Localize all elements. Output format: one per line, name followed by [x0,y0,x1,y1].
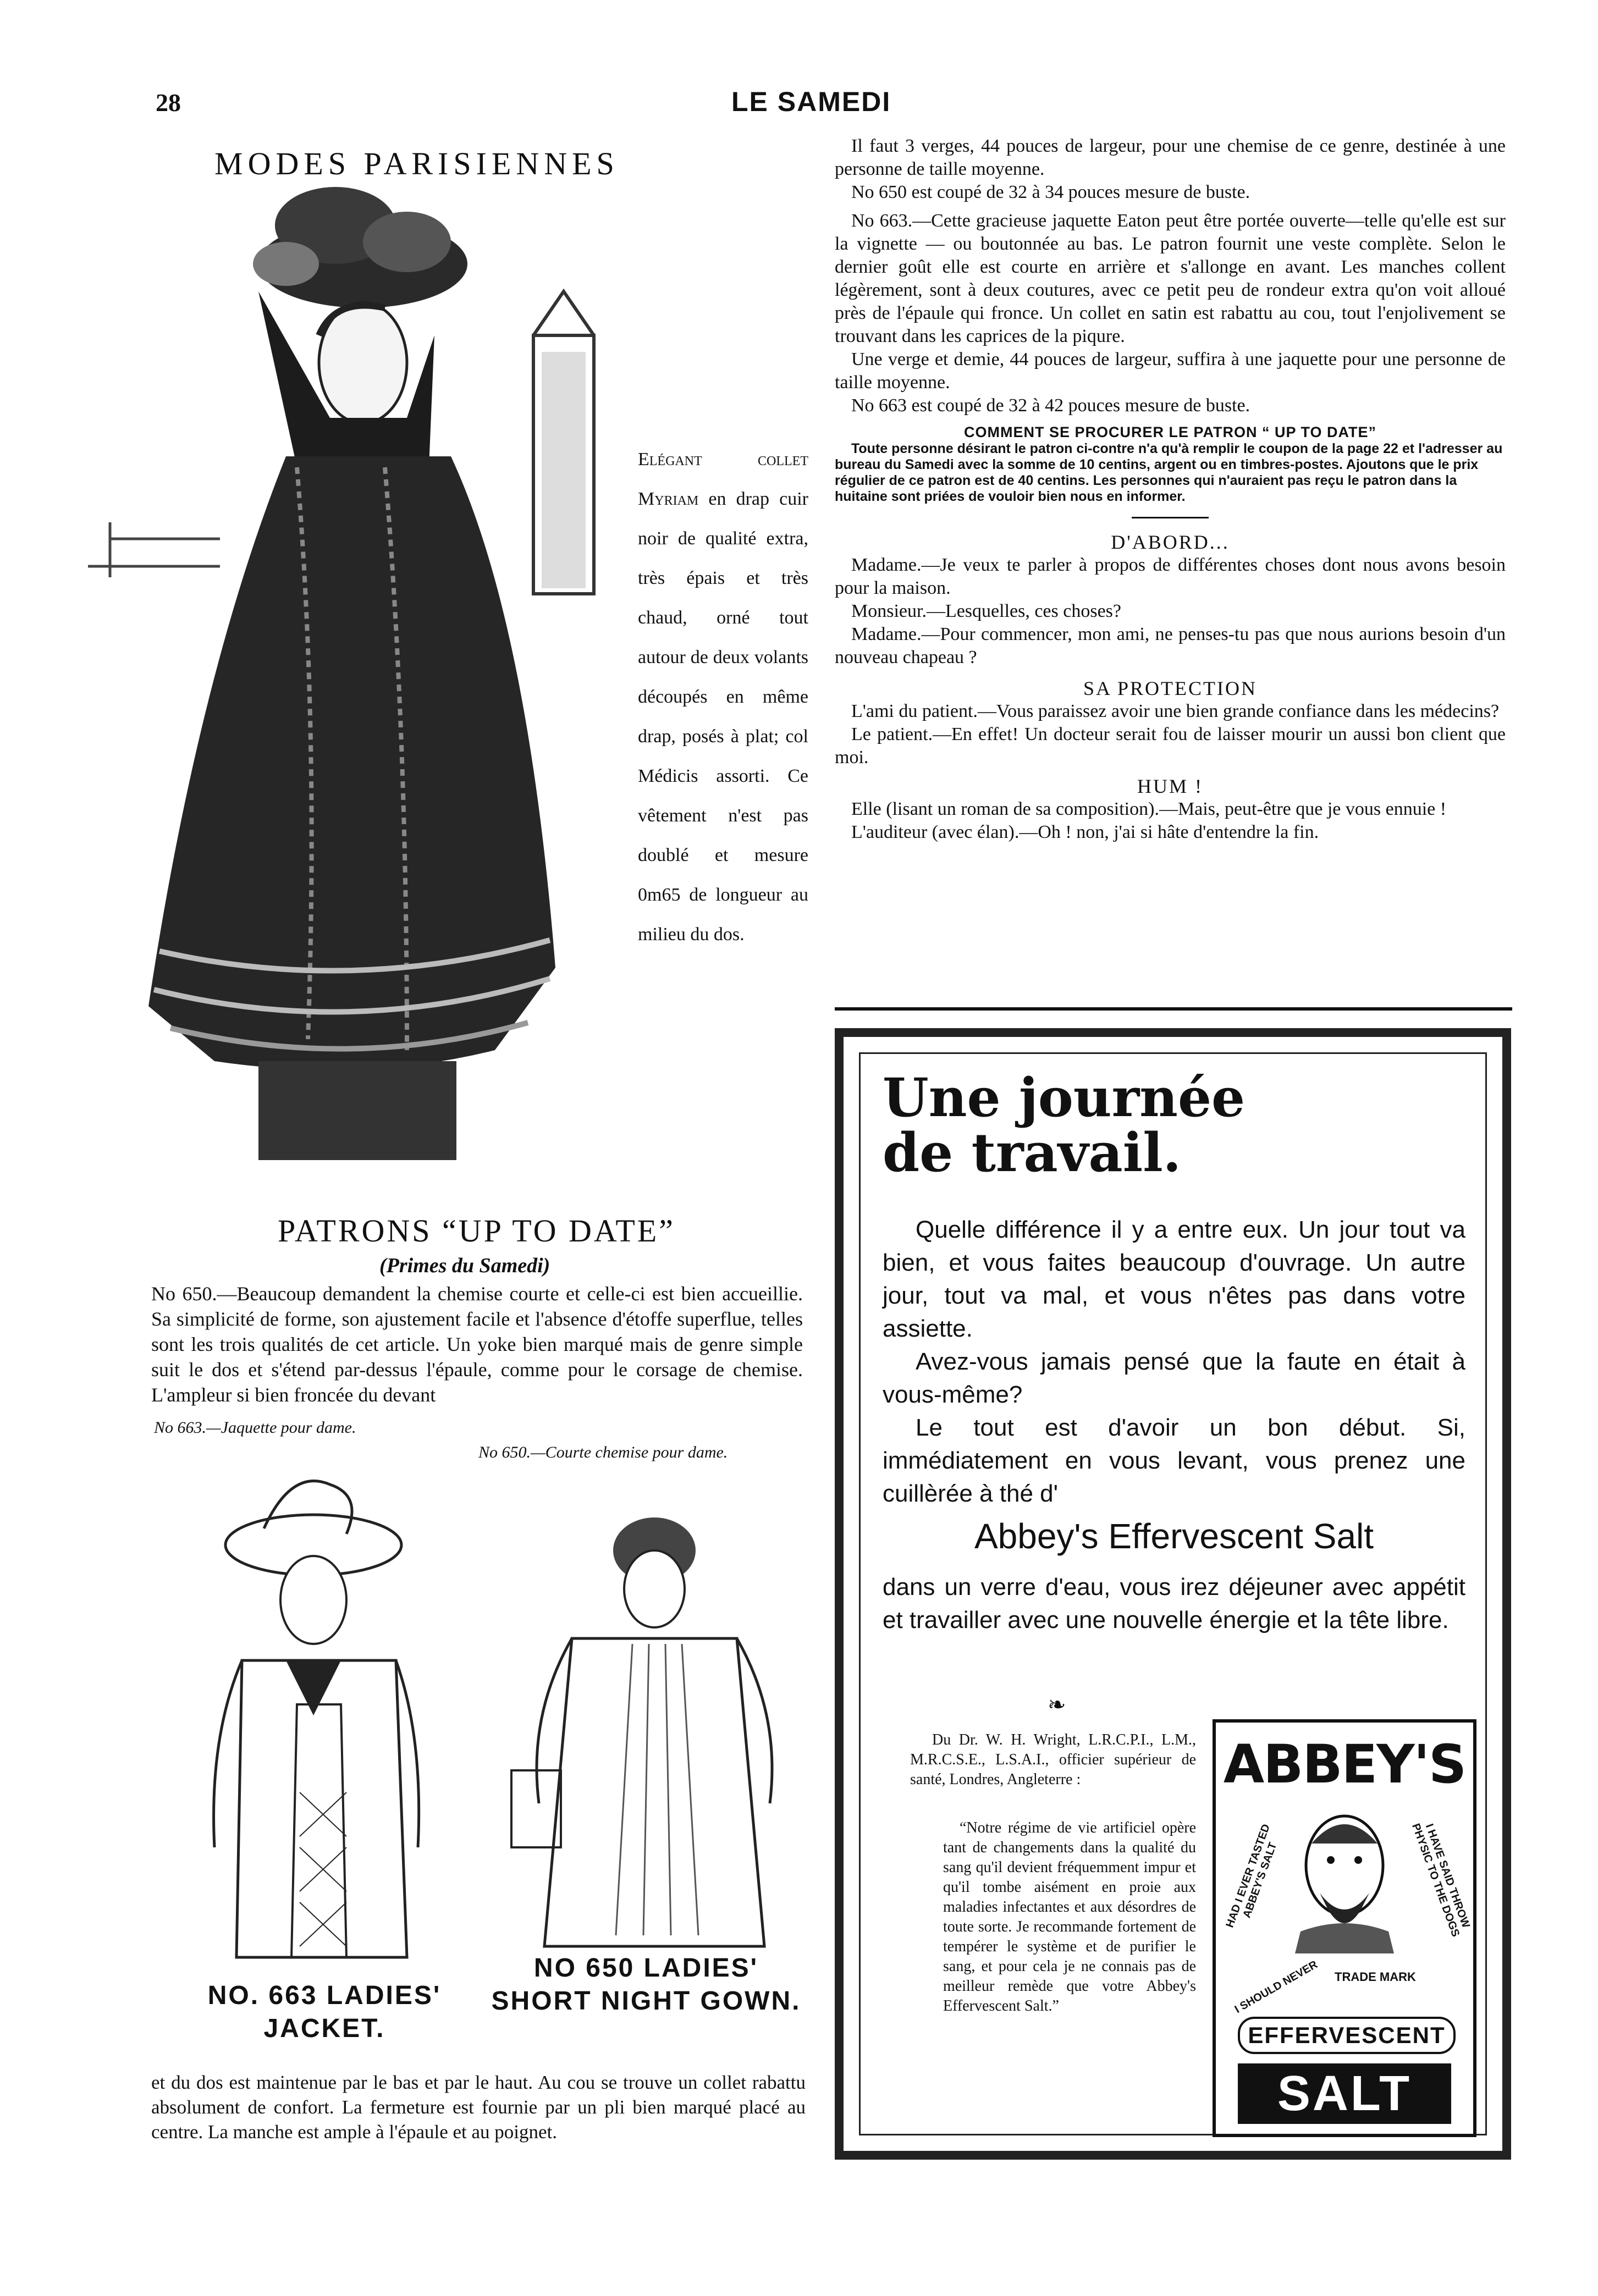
dabord-line-1: Madame.—Je veux te parler à propos de différentes choses dont nous avons besoin pour la maison. [835,555,1506,598]
right-column [835,135,1506,844]
jacket-illustration [165,1462,473,1990]
dabord-heading: D'ABORD... [1111,531,1230,553]
dabord-line-3: Madame.—Pour commencer, mon ami, ne penses-tu pas que nous aurions besoin d'un nouveau chapeau ? [835,624,1506,667]
para-5: No 663 est coupé de 32 à 42 pouces mesure de buste. [851,395,1250,416]
caption-650-line1: NO 650 LADIES' [533,1953,759,1983]
caption-663-line1: NO. 663 LADIES' [207,1981,442,2010]
patrons-subtitle: (Primes du Samedi) [379,1254,550,1277]
cape-caption [638,440,808,954]
label-effervescent: EFFERVESCENT [1238,2017,1456,2054]
divider [1132,517,1209,518]
ad-product-name: Abbey's Effervescent Salt [974,1516,1374,1556]
dabord-line-2: Monsieur.—Lesquelles, ces choses? [851,601,1121,621]
shakespeare-portrait [1290,1811,1399,1953]
protection-line-1: L'ami du patient.—Vous paraissez avoir une bien grande confiance dans les médecins? [851,701,1500,721]
label-salt: SALT [1238,2063,1451,2124]
cape-illustration [77,181,638,1188]
patrons-title: PATRONS “UP TO DATE” [278,1213,675,1249]
label-band-left: HAD I EVER TASTED ABBEY'S SALT [1224,1822,1280,1929]
ad-paragraph-3: Le tout est d'avoir un bon début. Si, immédiatement en vous levant, vous prenez une cuillèrée à thé d' [883,1414,1465,1507]
ad-title-line-1: Une journée [883,1067,1246,1129]
label-650-small: No 650.—Courte chemise pour dame. [478,1443,728,1461]
patrons-text: No 650.—Beaucoup demandent la chemise courte et celle-ci est bien accueillie. Sa simplicité de forme, son ajustement facile et l'absence d'étoffe superflue, telles sont les trois qualités de cet article. Un yoke bien marqué mais de genre simple suit le dos et s'étend par-dessus l'épaule, comme pour le corsage de chemise. L'ampleur si bien froncée du devant [151,1283,803,1406]
label-663-small: No 663.—Jaquette pour dame. [154,1419,356,1437]
nightgown-illustration [506,1495,814,1963]
hum-heading: HUM ! [1137,775,1203,797]
ad-paragraph-4: dans un verre d'eau, vous irez déjeuner avec appétit et travailler avec une nouvelle énergie et la tête libre. [883,1574,1465,1633]
comment-heading: COMMENT SE PROCURER LE PATRON “ UP TO DATE” [963,424,1377,440]
section-rule [835,1007,1512,1011]
ornament-icon: ❧ [1048,1692,1066,1717]
hum-line-2: L'auditeur (avec élan).—Oh ! non, j'ai si hâte d'entendre la fin. [851,822,1319,842]
caption-663 [181,1979,467,2045]
ad-inner-frame [859,1052,1487,2135]
abbeys-label [1213,1719,1476,2137]
section-title: MODES PARISIENNES [214,146,619,181]
label-trade-mark: TRADE MARK [1335,1970,1416,1984]
ad-title-line-2: de travail. [883,1122,1182,1184]
protection-heading: SA PROTECTION [1083,677,1258,699]
ad-paragraph-2: Avez-vous jamais pensé que la faute en était à vous-même? [883,1348,1465,1408]
caption-663-line2: JACKET. [263,2014,385,2043]
abbeys-advertisement [835,1028,1511,2160]
bottom-text: et du dos est maintenue par le bas et par le haut. Au cou se trouve un collet rabattu absolument de confort. La fermeture est fournie par un pli bien marqué placé au centre. La manche est ample à l'épaule et au poignet. [151,2072,806,2143]
page-number: 28 [156,89,181,117]
caption-650 [478,1952,814,2018]
ad-paragraph-1: Quelle différence il y a entre eux. Un jour tout va bien, et vous faites beaucoup d'ouvrage. Un autre jour, tout va mal, et vous n'êtes pas dans votre assiette. [883,1216,1465,1342]
ad-title [883,1067,1246,1184]
cape-caption-lead: Elégant collet Myriam [638,449,808,509]
cape-caption-text: en drap cuir noir de qualité extra, très épais et très chaud, orné tout autour de deux volants découpés en même drap, posés à plat; col Médicis assorti. Ce vêtement n'est pas doublé et mesure 0m65 de longueur au milieu du dos. [638,489,808,945]
hum-line-1: Elle (lisant un roman de sa composition).—Mais, peut-être que je vous ennuie ! [851,799,1447,819]
label-band-bottom: I SHOULD NEVER [1232,1958,1320,2016]
label-band-right: I HAVE SAID THROW PHYSIC TO THE DOGS [1409,1822,1472,1939]
comment-text: Toute personne désirant le patron ci-contre n'a qu'à remplir le coupon de la page 22 et l'adresser au bureau du Samedi avec la somme de 10 centins, argent ou en timbres-postes. Ajoutons que le prix régulier de ce patron est de 40 centins. Les personnes qui n'auraient pas reçu le patron dans la huitaine sont priées de vouloir bien nous en informer. [835,441,1503,504]
testimonial-author: Du Dr. W. H. Wright, L.R.C.P.I., L.M., M.R.C.S.E., L.S.A.I., officier supérieur de santé, Londres, Angleterre : [910,1731,1196,1788]
caption-650-line2: SHORT NIGHT GOWN. [491,1986,801,2016]
para-4: Une verge et demie, 44 pouces de largeur, suffira à une jaquette pour une personne de taille moyenne. [835,349,1506,393]
label-brand: ABBEY'S [1223,1734,1466,1795]
para-1: Il faut 3 verges, 44 pouces de largeur, pour une chemise de ce genre, destinée à une personne de taille moyenne. [835,136,1506,179]
protection-line-2: Le patient.—En effet! Un docteur serait fou de laisser mourir un aussi bon client que moi. [835,724,1506,768]
running-head: LE SAMEDI [731,86,891,117]
testimonial-quote: “Notre régime de vie artificiel opère tant de changements dans la qualité du sang qu'il devient fréquemment impur et qu'il tombe aisément en proie aux maladies infectantes et aux désordres de toute sorte. Je recommande fortement de tempérer le système et de purifier le sang, et pour cela je ne connais pas de meilleur remède que votre Abbey's Effervescent Salt.” [943,1819,1196,2014]
para-3: No 663.—Cette gracieuse jaquette Eaton peut être portée ouverte—telle qu'elle est sur la vignette — ou boutonnée au bas. Le patron fournit une veste complète. Selon le dernier goût elle est courte en arrière et s'allonge en avant. Les manches collent légèrement, sont à deux coutures, avec ce petit peu de rondeur extra qu'on voit alloué près de l'épaule qui fronce. Un collet en satin est rabattu au cou, tout l'enjolivement se trouvant dans les caprices de la piqure. [835,211,1506,346]
para-2: No 650 est coupé de 32 à 34 pouces mesure de buste. [851,182,1250,202]
